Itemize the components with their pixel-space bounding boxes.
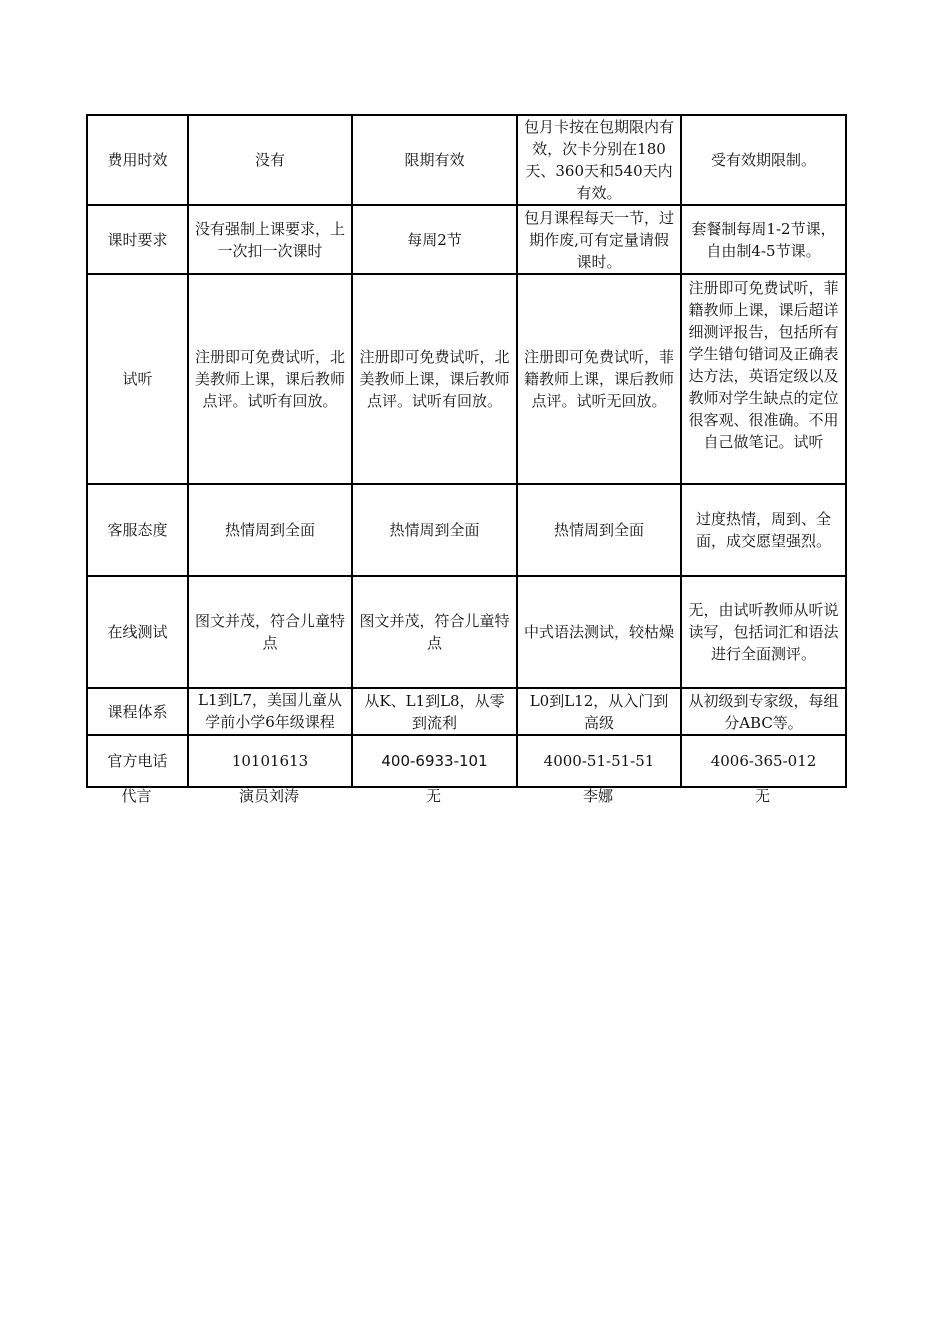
- table-cell: 从初级到专家级，每组分ABC等。: [681, 688, 846, 735]
- row-header: 课程体系: [87, 688, 188, 735]
- table-row: [87, 115, 846, 205]
- table-cell: 图文并茂，符合儿童特点: [352, 576, 517, 688]
- table-cell: 400-6933-101: [352, 735, 517, 787]
- table-cell: [188, 688, 352, 735]
- row-header: 试听: [87, 274, 188, 484]
- table-cell: 4000-51-51-51: [517, 735, 681, 787]
- table-cell: 热情周到全面: [188, 484, 352, 576]
- footer-label: 代言: [121, 787, 152, 805]
- table-cell: 无，由试听教师从听说读写，包括词汇和语法进行全面测评。: [681, 576, 846, 688]
- table-row: [87, 735, 846, 787]
- table-row: [87, 576, 846, 688]
- table-cell: 限期有效: [352, 115, 517, 205]
- table-cell: 没有强制上课要求，上一次扣一次课时: [188, 205, 352, 274]
- table-cell: 包月卡按在包期限内有效，次卡分别在180天、360天和540天内有效。: [517, 115, 681, 205]
- row-header: 课时要求: [87, 205, 188, 274]
- table-cell: 套餐制每周1-2节课，自由制4-5节课。: [681, 205, 846, 274]
- footer-value: 演员刘涛: [238, 787, 299, 805]
- spokesperson-row: [86, 784, 845, 808]
- table-cell: 从K、L1到L8，从零到流利: [352, 688, 517, 735]
- row-header: 客服态度: [87, 484, 188, 576]
- table-cell: 4006-365-012: [681, 735, 846, 787]
- table-cell: 注册即可免费试听，北美教师上课，课后教师点评。试听有回放。: [352, 274, 517, 484]
- overflow-cell-text: 注册即可免费试听，菲籍教师上课，课后超详细测评报告，包括所有学生错句错词及正确表达方法，英语定级以及教师对学生缺点的定位很客观、很准确。不用自己做笔记。试听: [688, 279, 839, 451]
- table-cell: 过度热情，周到、全面，成交愿望强烈。: [681, 484, 846, 576]
- table-cell: 热情周到全面: [352, 484, 517, 576]
- table-row: [87, 274, 846, 484]
- table-cell: [681, 274, 846, 484]
- row-header: 官方电话: [87, 735, 188, 787]
- table-row: [87, 205, 846, 274]
- table-cell: 受有效期限制。: [681, 115, 846, 205]
- overflow-cell-text: L1到L7，美国儿童从学前小学6年级课程: [197, 691, 342, 731]
- table-row: [87, 688, 846, 735]
- row-header: 在线测试: [87, 576, 188, 688]
- footer-value: 无: [425, 787, 441, 805]
- table-cell: 包月课程每天一节，过期作废,可有定量请假课时。: [517, 205, 681, 274]
- row-header: 费用时效: [87, 115, 188, 205]
- table-row: [87, 484, 846, 576]
- table-cell: 10101613: [188, 735, 352, 787]
- table-cell: 图文并茂，符合儿童特点: [188, 576, 352, 688]
- table-cell: 中式语法测试，较枯燥: [517, 576, 681, 688]
- table-cell: 注册即可免费试听，菲籍教师上课，课后教师点评。试听无回放。: [517, 274, 681, 484]
- footer-value: 李娜: [582, 787, 613, 805]
- table-cell: 注册即可免费试听，北美教师上课，课后教师点评。试听有回放。: [188, 274, 352, 484]
- table-cell: 热情周到全面: [517, 484, 681, 576]
- table-cell: 每周2节: [352, 205, 517, 274]
- table-cell: 没有: [188, 115, 352, 205]
- footer-value: 无: [754, 787, 770, 805]
- table-cell: L0到L12，从入门到高级: [517, 688, 681, 735]
- comparison-table: [86, 114, 847, 788]
